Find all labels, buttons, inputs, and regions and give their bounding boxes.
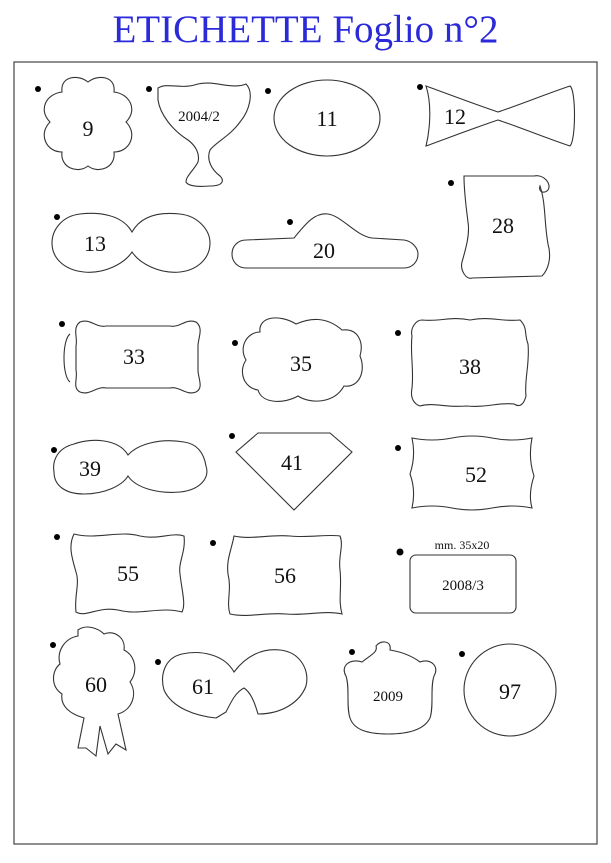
page-title: ETICHETTE Foglio n°2 [112,8,499,51]
label-28 [448,176,550,279]
label-2004-2 [146,83,250,186]
label-41 [229,433,352,510]
label-13-text: 13 [84,231,106,256]
label-56 [210,535,342,615]
label-39-text: 39 [79,456,101,481]
label-61 [155,650,307,718]
label-20 [232,214,418,268]
label-13 [52,213,210,272]
label-2009 [344,642,436,734]
label-97 [459,644,556,736]
label-35 [232,318,362,402]
label-33 [59,321,200,393]
label-39 [51,440,207,494]
label-56-text: 56 [274,563,296,588]
label-52 [395,436,534,510]
label-2004-2-text: 2004/2 [178,109,220,125]
size-note: mm. 35x20 [434,538,490,552]
label-9-text: 9 [82,116,94,141]
label-20-text: 20 [313,238,335,263]
label-52-text: 52 [465,462,487,487]
label-12 [417,84,575,146]
label-61-text: 61 [192,674,214,699]
label-38-text: 38 [459,354,481,379]
label-2009-text: 2009 [373,689,403,705]
label-41-text: 41 [281,450,303,475]
label-2008-3 [397,538,517,613]
label-55 [54,534,184,614]
label-60-text: 60 [85,672,107,697]
label-38 [395,319,528,407]
label-12-text: 12 [444,104,466,129]
label-11-text: 11 [316,106,338,131]
label-11 [265,80,380,156]
label-60 [50,627,135,756]
label-2008-3-text: 2008/3 [442,578,484,594]
label-9 [35,77,132,169]
label-35-text: 35 [290,351,312,376]
label-55-text: 55 [117,561,139,586]
label-33-text: 33 [123,344,145,369]
label-28-text: 28 [492,213,514,238]
label-97-text: 97 [499,679,521,704]
